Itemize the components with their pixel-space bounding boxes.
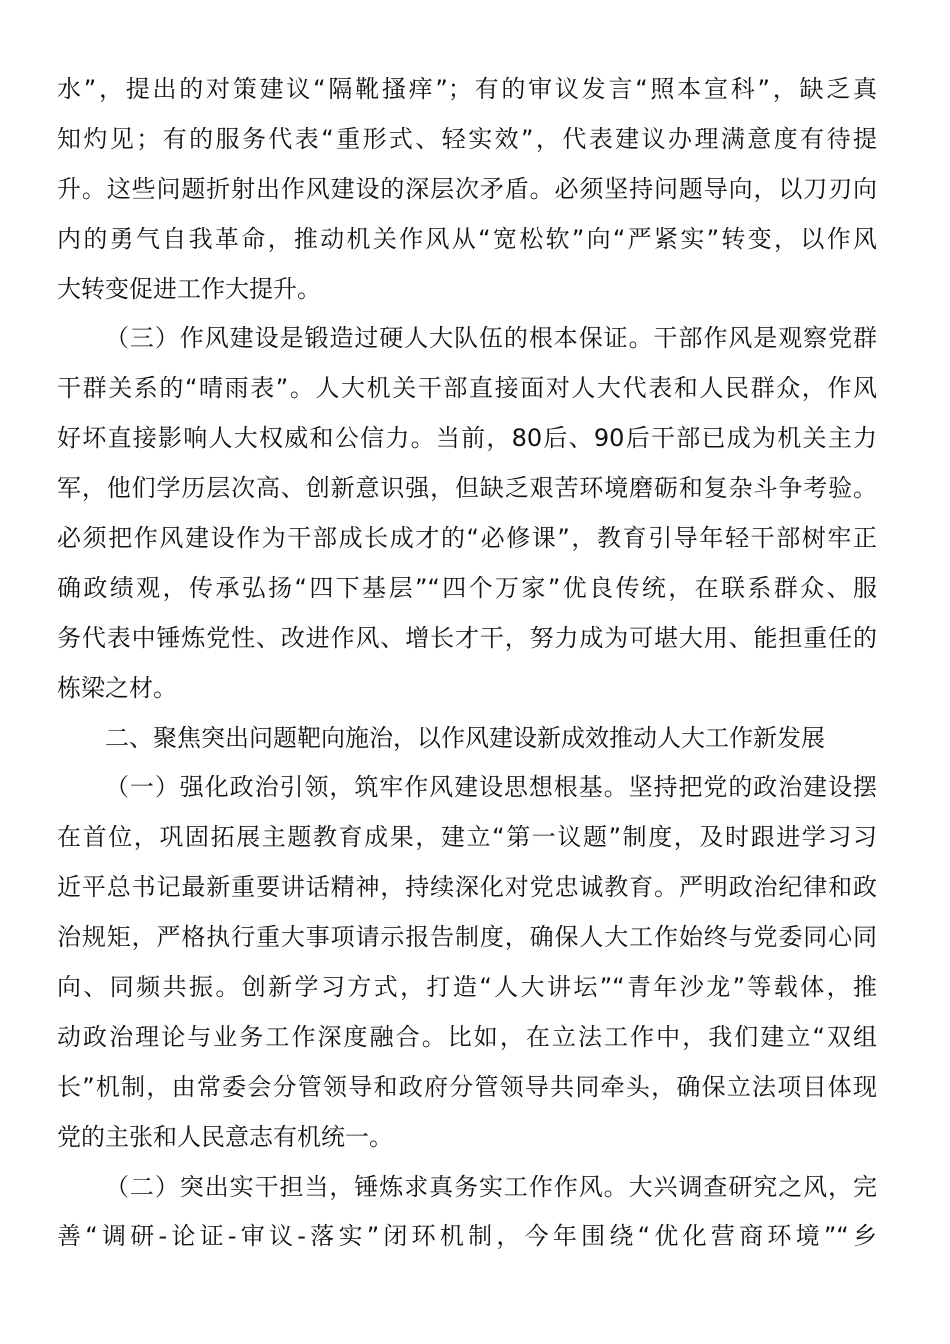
text-line: 好坏直接影响人大权威和公信力。当前，80后、90后干部已成为机关主力 [57, 424, 877, 453]
text-line: 治规矩，严格执行重大事项请示报告制度，确保人大工作始终与党委同心同 [57, 923, 877, 952]
text-line: 务代表中锤炼党性、改进作风、增长才干，努力成为可堪大用、能担重任的 [57, 623, 877, 652]
paragraph-section-2-1 [57, 763, 877, 1162]
text-line: （二）突出实干担当，锤炼求真务实工作作风。大兴调查研究之风，完 [105, 1172, 877, 1201]
text-line: 动政治理论与业务工作深度融合。比如，在立法工作中，我们建立“双组 [57, 1022, 877, 1051]
section-heading-2 [57, 714, 877, 764]
paragraph-continued [57, 65, 877, 314]
text-line: 长”机制，由常委会分管领导和政府分管领导共同牵头，确保立法项目体现 [57, 1072, 877, 1101]
text-line: 内的勇气自我革命，推动机关作风从“宽松软”向“严紧实”转变，以作风 [57, 224, 877, 253]
text-line: （一）强化政治引领，筑牢作风建设思想根基。坚持把党的政治建设摆 [105, 773, 877, 802]
text-line: 栋梁之材。 [57, 673, 177, 702]
text-line: 干群关系的“晴雨表”。人大机关干部直接面对人大代表和人民群众，作风 [57, 374, 877, 403]
text-line: 向、同频共振。创新学习方式，打造“人大讲坛”“青年沙龙”等载体，推 [57, 973, 877, 1002]
text-line: 水”，提出的对策建议“隔靴搔痒”；有的审议发言“照本宣科”，缺乏真 [57, 75, 877, 103]
text-line: （三）作风建设是锻造过硬人大队伍的根本保证。干部作风是观察党群 [105, 324, 877, 353]
text-line: 军，他们学历层次高、创新意识强，但缺乏艰苦环境磨砺和复杂斗争考验。 [57, 474, 877, 503]
paragraph-section-1-3 [57, 314, 877, 713]
text-line: 升。这些问题折射出作风建设的深层次矛盾。必须坚持问题导向，以刀刃向 [57, 174, 877, 203]
paragraph-section-2-2 [57, 1163, 877, 1263]
text-line: 党的主张和人民意志有机统一。 [57, 1122, 393, 1151]
heading-line: 二、聚焦突出问题靶向施治，以作风建设新成效推动人大工作新发展 [105, 723, 825, 752]
text-line: 必须把作风建设作为干部成长成才的“必修课”，教育引导年轻干部树牢正 [57, 524, 877, 553]
document-page [57, 65, 877, 1262]
text-line: 善“调研-论证-审议-落实”闭环机制，今年围绕“优化营商环境”“乡 [57, 1222, 877, 1251]
text-line: 近平总书记最新重要讲话精神，持续深化对党忠诚教育。严明政治纪律和政 [57, 873, 877, 902]
text-line: 确政绩观，传承弘扬“四下基层”“四个万家”优良传统，在联系群众、服 [57, 573, 877, 602]
text-line: 大转变促进工作大提升。 [57, 274, 321, 303]
text-line: 在首位，巩固拓展主题教育成果，建立“第一议题”制度，及时跟进学习习 [57, 823, 877, 852]
text-line: 知灼见；有的服务代表“重形式、轻实效”，代表建议办理满意度有待提 [57, 124, 877, 153]
